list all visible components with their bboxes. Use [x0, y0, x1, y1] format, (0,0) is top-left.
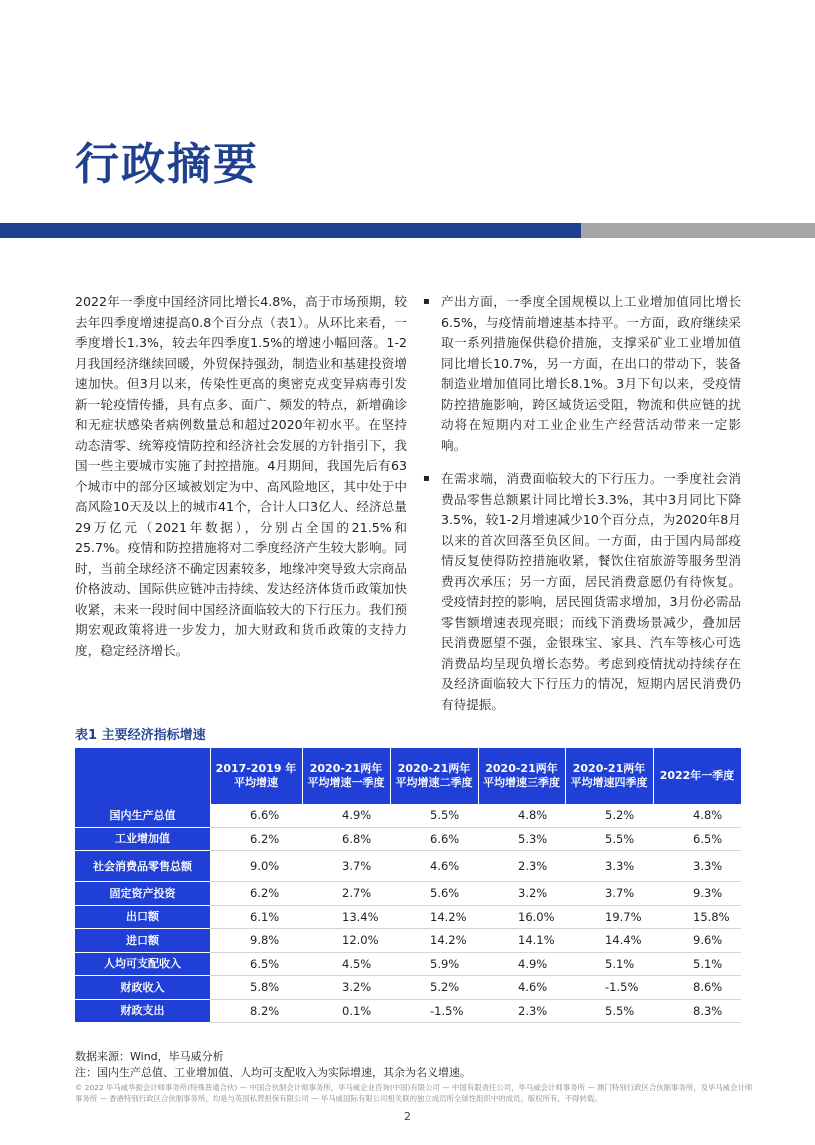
table-cell: 6.8% — [302, 827, 390, 851]
table-cell: 14.1% — [478, 929, 565, 953]
row-label: 工业增加值 — [75, 827, 210, 851]
table-cell: 5.1% — [565, 952, 653, 976]
row-label: 人均可支配收入 — [75, 952, 210, 976]
table-cell: 3.2% — [478, 882, 565, 906]
table-cell: 5.5% — [565, 999, 653, 1023]
table-cell: 9.0% — [210, 851, 302, 882]
table-cell: 3.3% — [653, 851, 741, 882]
header-bar-gray — [581, 223, 815, 238]
table-cell: 15.8% — [653, 905, 741, 929]
bullet-list — [421, 292, 741, 715]
square-bullet-icon: ▪ — [423, 473, 430, 484]
bullet-text: 产出方面，一季度全国规模以上工业增加值同比增长6.5%，与疫情前增速基本持平。一方面，政府继续采取一系列措施保供稳价措施，支撑采矿业工业增加值同比增长10.7%，另一方面，在出口的带动下，装备制造业增加值同比增长8.1%。3月下旬以来，受疫情防控措施影响，跨区域货运受阻，物流和供应链的扰动将在短期内对工业企业生产经营活动带来一定影响。 — [441, 294, 741, 453]
table-cell: 3.7% — [565, 882, 653, 906]
page-title: 行政摘要 — [75, 139, 259, 190]
data-source: 数据来源：Wind，毕马威分析 — [75, 1050, 224, 1063]
table-cell: 13.4% — [302, 905, 390, 929]
table-row — [75, 929, 741, 953]
table-cell: 5.8% — [210, 976, 302, 1000]
table-row — [75, 905, 741, 929]
bullet-item-output — [421, 292, 741, 456]
table-cell: 2.3% — [478, 851, 565, 882]
table-cell: 19.7% — [565, 905, 653, 929]
table-cell: 3.2% — [302, 976, 390, 1000]
row-label: 出口额 — [75, 905, 210, 929]
table-header-row — [75, 748, 741, 804]
table-header-cell: 2020-21两年平均增速一季度 — [302, 748, 390, 804]
table-cell: 4.8% — [653, 804, 741, 827]
table-cell: 5.2% — [565, 804, 653, 827]
economic-indicators-table — [75, 748, 742, 1023]
table-cell: 9.8% — [210, 929, 302, 953]
intro-paragraph: 2022年一季度中国经济同比增长4.8%，高于市场预期，较去年四季度增速提高0.8个百分点（表1）。从环比来看，一季度增长1.3%，较去年四季度1.5%的增速小幅回落。1-2月我国经济继续回暖，外贸保持强劲，制造业和基建投资增速加快。但3月以来，传染性更高的奥密克戎变异病毒引发新一轮疫情传播，具有点多、面广、频发的特点，新增确诊和无症状感染者病例数量总和超过2020年初水平。在坚持动态清零、统筹疫情防控和经济社会发展的方针指引下，我国一些主要城市实施了封控措施。4月期间，我国先后有63个城市中的部分区域被划定为中、高风险地区，其中处于中高风险10天及以上的城市41个，合计人口3亿人、经济总量29万亿元（2021年数据），分别占全国的21.5%和25.7%。疫情和防控措施将对二季度经济产生较大影响。同时，当前全球经济不确定因素较多，地缘冲突导致大宗商品价格波动、国际供应链冲击持续、发达经济体货币政策加快收紧，未来一段时间中国经济面临较大的下行压力。我们预期宏观政策将进一步发力，加大财政和货币政策的支持力度，稳定经济增长。 — [75, 294, 407, 658]
table-cell: 4.6% — [390, 851, 478, 882]
row-label: 固定资产投资 — [75, 882, 210, 906]
table-cell: 4.6% — [478, 976, 565, 1000]
table-cell: 2.7% — [302, 882, 390, 906]
table-cell: 4.9% — [302, 804, 390, 827]
table-cell: 3.3% — [565, 851, 653, 882]
bullet-item-demand — [421, 469, 741, 715]
row-label: 财政收入 — [75, 976, 210, 1000]
table-cell: 12.0% — [302, 929, 390, 953]
table-header-cell: 2022年一季度 — [653, 748, 741, 804]
row-label: 进口额 — [75, 929, 210, 953]
table-cell: 6.2% — [210, 882, 302, 906]
table-header-cell — [75, 748, 210, 804]
table-cell: 5.5% — [565, 827, 653, 851]
table-row — [75, 999, 741, 1023]
table-cell: 5.2% — [390, 976, 478, 1000]
table-cell: 8.2% — [210, 999, 302, 1023]
table-header-cell: 2020-21两年平均增速四季度 — [565, 748, 653, 804]
table-cell: 2.3% — [478, 999, 565, 1023]
table-cell: 3.7% — [302, 851, 390, 882]
table-row — [75, 882, 741, 906]
table-cell: 5.9% — [390, 952, 478, 976]
table-row — [75, 976, 741, 1000]
table-header-cell: 2017-2019 年平均增速 — [210, 748, 302, 804]
table-cell: 16.0% — [478, 905, 565, 929]
copyright-notice: © 2022 毕马威华振会计师事务所(特殊普通合伙) — 中国合伙制会计师事务所，毕马威企业咨询(中国)有限公司 — 中国有限责任公司，毕马威会计师事务所 — 澳门特别行政区合伙制事务所，及毕马威会计师事务所 — 香港特别行政区合伙制事务所，均是与英国私营担保有限公司 — 毕马威国际有限公司相关联的独立成员所全球性组织中的成员。版权所有，不得转载。 — [75, 1083, 753, 1103]
bullet-text: 在需求端，消费面临较大的下行压力。一季度社会消费品零售总额累计同比增长3.3%，其中3月同比下降3.5%，较1-2月增速减少10个百分点，为2020年8月以来的首次回落至负区间。一方面，由于国内局部疫情反复使得防控措施收紧，餐饮住宿旅游等服务型消费再次承压；另一方面，居民消费意愿仍有待恢复。受疫情封控的影响，居民囤货需求增加，3月份必需品零售额增速表现亮眼；而线下消费场景减少，叠加居民消费愿望不强，金银珠宝、家具、汽车等核心可选消费品均呈现负增长态势。考虑到疫情扰动持续存在及经济面临较大下行压力的情况，短期内居民消费仍有待提振。 — [441, 471, 741, 712]
table-header-cell: 2020-21两年平均增速三季度 — [478, 748, 565, 804]
table-row — [75, 827, 741, 851]
table-note: 注：国内生产总值、工业增加值、人均可支配收入为实际增速，其余为名义增速。 — [75, 1066, 471, 1079]
square-bullet-icon: ▪ — [423, 296, 430, 307]
table-cell: 0.1% — [302, 999, 390, 1023]
table-cell: 14.2% — [390, 929, 478, 953]
row-label: 财政支出 — [75, 999, 210, 1023]
row-label: 国内生产总值 — [75, 804, 210, 827]
table-cell: 4.8% — [478, 804, 565, 827]
table-header-cell: 2020-21两年平均增速二季度 — [390, 748, 478, 804]
table-cell: 6.2% — [210, 827, 302, 851]
table-cell: 5.5% — [390, 804, 478, 827]
table-cell: 6.1% — [210, 905, 302, 929]
row-label: 社会消费品零售总额 — [75, 851, 210, 882]
table-cell: 14.2% — [390, 905, 478, 929]
table-cell: 8.3% — [653, 999, 741, 1023]
table-cell: 9.6% — [653, 929, 741, 953]
table-cell: 5.3% — [478, 827, 565, 851]
table-cell: 4.5% — [302, 952, 390, 976]
table-cell: 5.1% — [653, 952, 741, 976]
table-cell: -1.5% — [390, 999, 478, 1023]
table-cell: 6.6% — [210, 804, 302, 827]
table-cell: 5.6% — [390, 882, 478, 906]
table-caption: 表1 主要经济指标增速 — [75, 728, 206, 743]
page-number: 2 — [404, 1110, 411, 1123]
table-cell: -1.5% — [565, 976, 653, 1000]
table-cell: 9.3% — [653, 882, 741, 906]
header-bar-blue — [0, 223, 581, 238]
table-cell: 14.4% — [565, 929, 653, 953]
table-cell: 6.5% — [210, 952, 302, 976]
table-row — [75, 804, 741, 827]
table-cell: 4.9% — [478, 952, 565, 976]
table-cell: 8.6% — [653, 976, 741, 1000]
table-cell: 6.5% — [653, 827, 741, 851]
table-row — [75, 952, 741, 976]
table-cell: 6.6% — [390, 827, 478, 851]
table-row — [75, 851, 741, 882]
